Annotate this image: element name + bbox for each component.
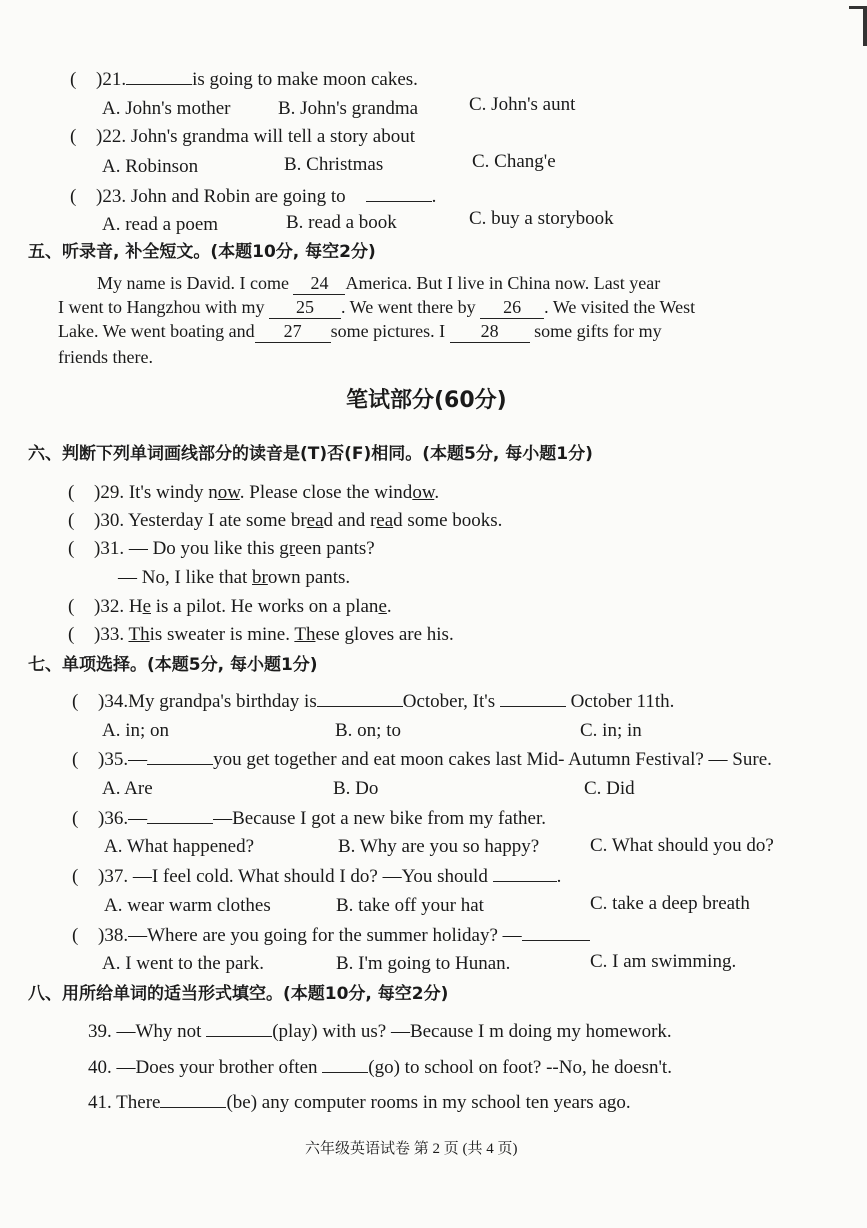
question-text: )37. —I feel cold. What should I do? —You should <box>98 866 488 887</box>
question-text: ese gloves are his. <box>315 624 454 645</box>
underlined-part: ea <box>306 510 324 531</box>
underlined-part: ow <box>412 482 435 503</box>
underlined-part: ea <box>376 510 394 531</box>
option-b: B. I'm going to Hunan. <box>336 953 511 974</box>
passage-text: I went to Hangzhou with my <box>58 297 265 317</box>
option-a: A. John's mother <box>102 98 231 119</box>
question-40 <box>88 1056 672 1079</box>
question-text: — No, I like that <box>118 567 253 588</box>
question-text: October, It's <box>402 691 496 712</box>
question-23 <box>70 185 436 208</box>
page-footer: 六年级英语试卷 第 2 页 (共 4 页) <box>305 1141 518 1157</box>
period: . <box>556 866 562 887</box>
underlined-part: br <box>252 567 268 588</box>
answer-paren[interactable]: ( <box>68 482 75 503</box>
written-part-heading: 笔试部分(60分) <box>346 388 507 413</box>
underlined-part: gr <box>279 538 296 559</box>
question-38 <box>72 924 590 947</box>
scan-edge-mark <box>863 6 867 46</box>
section-5-title: 五、听录音, 补全短文。(本题10分, 每空2分) <box>28 242 376 262</box>
option-a: A. in; on <box>102 720 170 741</box>
passage-text: Lake. We went boating and <box>58 321 255 341</box>
question-text: 41. There <box>88 1092 161 1113</box>
passage-line-3 <box>58 320 662 343</box>
question-text: (be) any computer rooms in my school ten years ago. <box>226 1092 631 1113</box>
option-b: B. on; to <box>335 720 401 741</box>
question-text: October 11th. <box>570 691 675 712</box>
question-text: —Because I got a new bike from my father. <box>213 808 546 829</box>
question-35 <box>72 748 772 771</box>
answer-blank[interactable] <box>522 924 590 941</box>
question-text: 40. —Does your brother often <box>88 1057 318 1078</box>
option-c: C. What should you do? <box>590 835 774 856</box>
question-text: is sweater is mine. <box>149 624 295 645</box>
question-text: )32. H <box>94 596 143 617</box>
option-c: C. I am swimming. <box>590 951 737 972</box>
option-c: C. buy a storybook <box>469 208 614 229</box>
answer-paren[interactable]: ( <box>68 510 75 531</box>
option-a: A. Are <box>102 778 153 799</box>
answer-blank[interactable] <box>160 1091 226 1108</box>
passage-line-2 <box>58 296 695 319</box>
question-text: own pants. <box>267 567 351 588</box>
option-a: A. What happened? <box>104 836 255 857</box>
option-c: C. John's aunt <box>469 94 576 115</box>
section-7-title: 七、单项选择。(本题5分, 每小题1分) <box>28 655 318 675</box>
question-text: een pants? <box>295 538 375 559</box>
period: . <box>431 186 437 207</box>
question-22 <box>70 126 415 148</box>
passage-text: some gifts for my <box>534 321 662 341</box>
question-21 <box>70 68 418 91</box>
answer-paren[interactable]: ( <box>72 749 79 770</box>
passage-text: My name is David. I come <box>97 273 289 293</box>
question-stem: )22. John's grandma will tell a story about <box>96 126 415 147</box>
question-text: )30. Yesterday I ate some br <box>94 510 307 531</box>
option-b: B. read a book <box>286 212 397 233</box>
answer-paren[interactable]: ( <box>72 925 79 946</box>
passage-text: . We went there by <box>340 297 476 317</box>
question-33 <box>68 624 454 646</box>
answer-blank[interactable] <box>500 690 566 707</box>
answer-paren[interactable]: ( <box>70 186 77 207</box>
question-text: )38.—Where are you going for the summer holiday? — <box>98 925 522 946</box>
question-text: )34.My grandpa's birthday is <box>98 691 317 712</box>
answer-paren[interactable]: ( <box>70 126 77 147</box>
question-text: )36.— <box>98 808 148 829</box>
option-b: B. Why are you so happy? <box>338 836 540 857</box>
option-c: C. take a deep breath <box>590 893 750 914</box>
question-text: . <box>386 596 392 617</box>
answer-paren[interactable]: ( <box>70 69 77 90</box>
underlined-part: Th <box>128 624 150 645</box>
question-text: )31. — Do you like this <box>94 538 280 559</box>
answer-blank[interactable] <box>206 1020 272 1037</box>
question-text: (play) with us? —Because I m doing my homework. <box>272 1021 672 1042</box>
question-31-line-2 <box>118 567 350 589</box>
answer-blank[interactable] <box>317 690 403 707</box>
question-text: (go) to school on foot? --No, he doesn't. <box>368 1057 672 1078</box>
blank-27[interactable]: 27 <box>255 320 331 343</box>
answer-paren[interactable]: ( <box>72 866 79 887</box>
answer-blank[interactable] <box>147 748 213 765</box>
question-text: )33. <box>94 624 129 645</box>
answer-blank[interactable] <box>493 865 557 882</box>
question-31 <box>68 538 375 560</box>
option-b: B. Christmas <box>284 154 384 175</box>
blank-24[interactable]: 24 <box>293 272 345 295</box>
question-text: . Please close the wind <box>239 482 413 503</box>
underlined-part: e <box>378 596 387 617</box>
question-36 <box>72 807 546 830</box>
question-text: d some books. <box>393 510 503 531</box>
question-stem: )21. <box>96 69 127 90</box>
question-29 <box>68 482 439 504</box>
question-37 <box>72 865 561 888</box>
option-c: C. Chang'e <box>472 151 556 172</box>
blank-28[interactable]: 28 <box>450 320 530 343</box>
option-b: B. take off your hat <box>336 895 484 916</box>
blank-26[interactable]: 26 <box>480 296 544 319</box>
option-b: B. John's grandma <box>278 98 419 119</box>
option-c: C. in; in <box>580 720 642 741</box>
question-text: you get together and eat moon cakes last Mid- Autumn Festival? — Sure. <box>213 749 772 770</box>
question-34 <box>72 690 674 713</box>
section-6-title: 六、判断下列单词画线部分的读音是(T)否(F)相同。(本题5分, 每小题1分) <box>28 444 593 464</box>
passage-line-4: friends there. <box>58 347 153 367</box>
question-32 <box>68 596 392 618</box>
answer-paren[interactable]: ( <box>68 538 75 559</box>
answer-blank[interactable] <box>366 185 432 202</box>
option-a: A. read a poem <box>102 214 219 235</box>
question-41 <box>88 1091 631 1114</box>
question-text: )29. It's windy n <box>94 482 218 503</box>
answer-blank[interactable] <box>147 807 213 824</box>
question-stem-end: is going to make moon cakes. <box>192 69 418 90</box>
question-text: is a pilot. He works on a plan <box>151 596 379 617</box>
answer-blank[interactable] <box>126 68 192 85</box>
question-text: 39. —Why not <box>88 1021 202 1042</box>
question-text: . <box>434 482 440 503</box>
section-8-title: 八、用所给单词的适当形式填空。(本题10分, 每空2分) <box>28 984 449 1004</box>
underlined-part: Th <box>294 624 316 645</box>
blank-25[interactable]: 25 <box>269 296 341 319</box>
answer-blank[interactable] <box>322 1056 368 1073</box>
answer-paren[interactable]: ( <box>68 596 75 617</box>
passage-line-1 <box>97 272 660 295</box>
option-b: B. Do <box>333 778 379 799</box>
answer-paren[interactable]: ( <box>72 691 79 712</box>
question-39 <box>88 1020 672 1043</box>
scan-edge-mark-top <box>849 6 867 9</box>
answer-paren[interactable]: ( <box>72 808 79 829</box>
answer-paren[interactable]: ( <box>68 624 75 645</box>
passage-text: America. But I live in China now. Last year <box>345 273 661 293</box>
underlined-part: ow <box>217 482 240 503</box>
question-text: d and r <box>323 510 377 531</box>
option-a: A. Robinson <box>102 156 199 177</box>
question-stem: )23. John and Robin are going to <box>96 186 346 207</box>
question-text: )35.— <box>98 749 148 770</box>
option-a: A. wear warm clothes <box>104 895 271 916</box>
passage-text: some pictures. I <box>330 321 446 341</box>
option-c: C. Did <box>584 778 635 799</box>
option-a: A. I went to the park. <box>102 953 264 974</box>
underlined-part: e <box>142 596 151 617</box>
question-30 <box>68 510 502 532</box>
passage-text: . We visited the West <box>544 297 696 317</box>
